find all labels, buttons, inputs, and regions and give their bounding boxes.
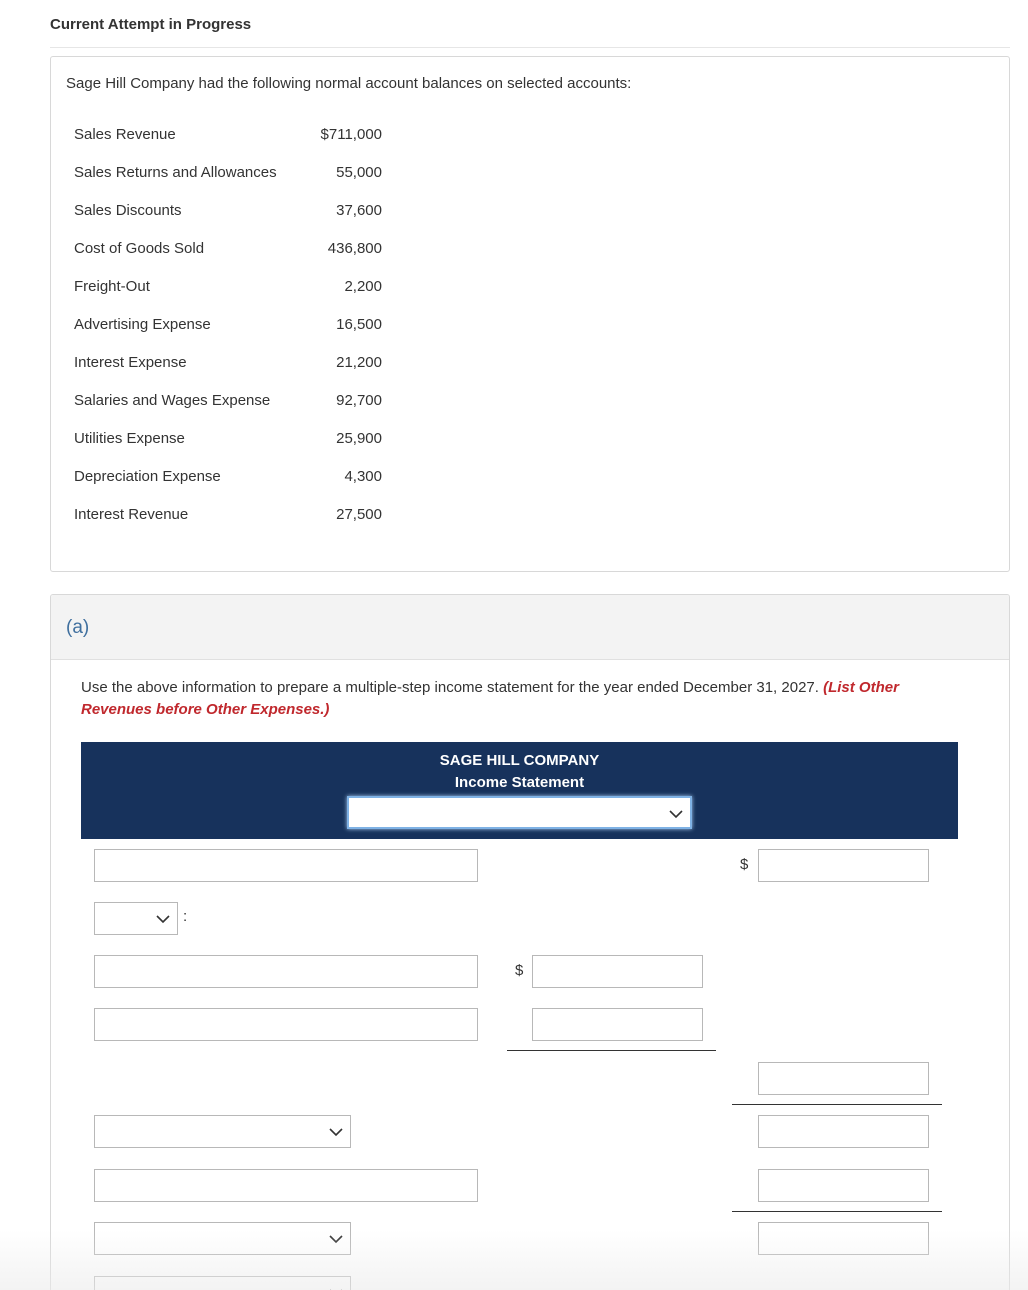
instructions-text: Use the above information to prepare a multiple-step income statement for the year ended December 31, 2027.	[81, 679, 819, 696]
subtotal-rule	[732, 1211, 942, 1212]
currency-symbol: $	[740, 856, 749, 873]
account-row	[74, 430, 394, 450]
line-item-label-input[interactable]	[94, 1169, 478, 1202]
account-name: Sales Discounts	[74, 202, 182, 219]
part-a-header	[51, 595, 1009, 660]
subtotal-rule	[732, 1104, 942, 1105]
amount-input[interactable]	[532, 1008, 703, 1041]
line-item-select[interactable]	[94, 902, 178, 935]
chevron-down-icon	[328, 1231, 344, 1247]
account-row	[74, 392, 394, 412]
account-name: Utilities Expense	[74, 430, 185, 447]
account-row	[74, 354, 394, 374]
amount-input[interactable]	[758, 1222, 929, 1255]
amount-input[interactable]	[758, 1115, 929, 1148]
line-item-label-input[interactable]	[94, 849, 478, 882]
account-amount: 436,800	[327, 240, 382, 257]
question-text: Sage Hill Company had the following normal account balances on selected accounts:	[66, 75, 632, 92]
question-panel	[50, 56, 1010, 572]
account-amount: $711,000	[320, 126, 382, 143]
company-name: SAGE HILL COMPANY	[439, 752, 600, 769]
statement-title: Income Statement	[454, 774, 585, 791]
colon: :	[183, 908, 188, 925]
amount-input[interactable]	[758, 1169, 929, 1202]
account-row	[74, 202, 394, 222]
instructions	[81, 677, 941, 721]
account-name: Interest Revenue	[74, 506, 189, 523]
header-divider	[50, 47, 1010, 48]
amount-input[interactable]	[758, 849, 929, 882]
chevron-down-icon	[668, 806, 684, 822]
account-row	[74, 316, 394, 336]
subtotal-rule	[507, 1050, 716, 1051]
line-item-select[interactable]	[94, 1222, 351, 1255]
account-row	[74, 126, 394, 146]
account-amount: 27,500	[336, 506, 382, 523]
account-amount: 2,200	[344, 278, 382, 295]
account-amount: 55,000	[336, 164, 382, 181]
page-title: Current Attempt in Progress	[50, 16, 252, 33]
part-label: (a)	[66, 617, 90, 638]
chevron-down-icon	[328, 1124, 344, 1140]
chevron-down-icon	[155, 911, 171, 927]
account-amount: 37,600	[336, 202, 382, 219]
currency-symbol: $	[515, 962, 524, 979]
account-name: Advertising Expense	[74, 316, 211, 333]
account-name: Sales Revenue	[74, 126, 176, 143]
line-item-label-input[interactable]	[94, 1008, 478, 1041]
account-amount: 25,900	[336, 430, 382, 447]
account-row	[74, 240, 394, 260]
amount-input[interactable]	[532, 955, 703, 988]
instructions-note: (List Other Revenues before Other Expenses.)	[81, 679, 899, 718]
line-item-select[interactable]	[94, 1115, 351, 1148]
account-row	[74, 506, 394, 526]
account-name: Sales Returns and Allowances	[74, 164, 277, 181]
account-amount: 4,300	[344, 468, 382, 485]
account-name: Interest Expense	[74, 354, 187, 371]
account-name: Salaries and Wages Expense	[74, 392, 271, 409]
chevron-down-icon	[328, 1285, 344, 1290]
account-amount: 16,500	[336, 316, 382, 333]
account-amount: 21,200	[336, 354, 382, 371]
account-row	[74, 468, 394, 488]
account-name: Cost of Goods Sold	[74, 240, 205, 257]
account-amount: 92,700	[336, 392, 382, 409]
account-row	[74, 278, 394, 298]
amount-input[interactable]	[758, 1062, 929, 1095]
period-dropdown[interactable]	[347, 796, 692, 829]
statement-header	[81, 742, 958, 839]
account-name: Freight-Out	[74, 278, 150, 295]
account-name: Depreciation Expense	[74, 468, 221, 485]
line-item-label-input[interactable]	[94, 955, 478, 988]
line-item-select[interactable]	[94, 1276, 351, 1290]
account-row	[74, 164, 394, 184]
